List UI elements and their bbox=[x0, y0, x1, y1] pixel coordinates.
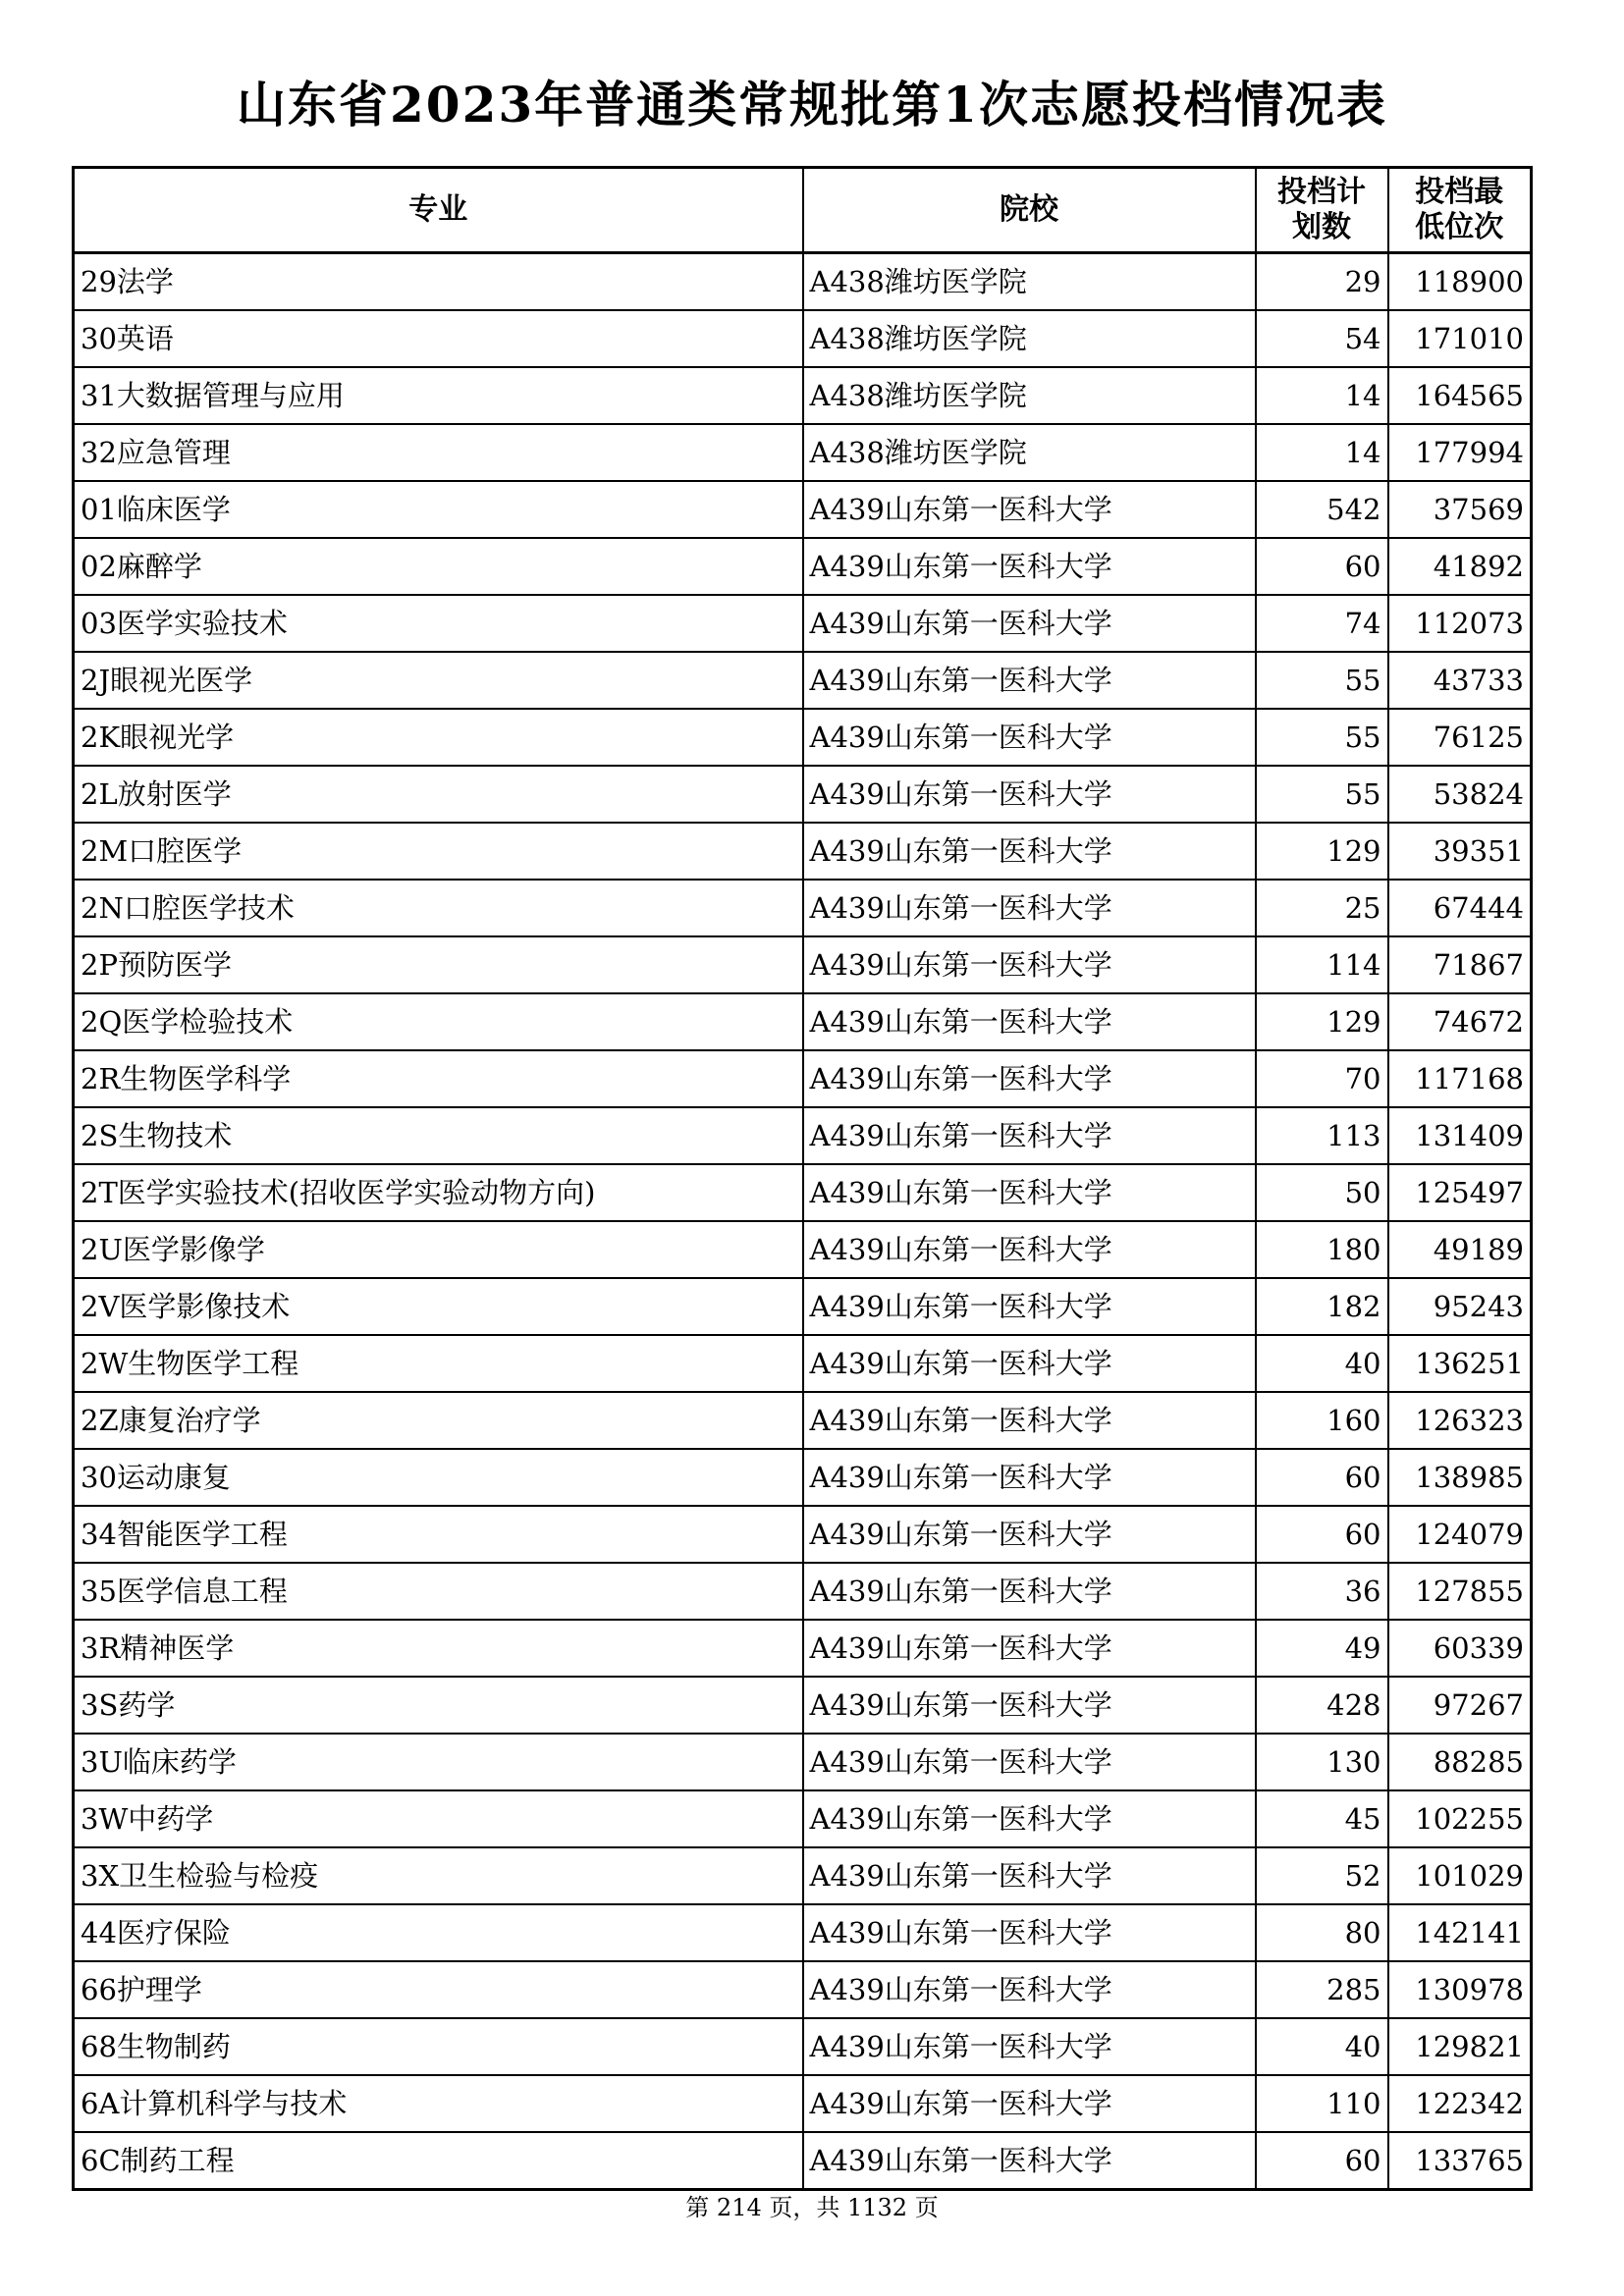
plan-count-cell: 182 bbox=[1256, 1278, 1388, 1335]
min-rank-cell: 125497 bbox=[1388, 1164, 1532, 1221]
table-row bbox=[74, 936, 1532, 993]
major-cell: 6C制药工程 bbox=[74, 2132, 803, 2190]
plan-count-cell: 45 bbox=[1256, 1790, 1388, 1847]
plan-count-cell: 55 bbox=[1256, 652, 1388, 709]
major-cell: 3S药学 bbox=[74, 1677, 803, 1734]
min-rank-cell: 37569 bbox=[1388, 481, 1532, 538]
major-cell: 2V医学影像技术 bbox=[74, 1278, 803, 1335]
major-cell: 2S生物技术 bbox=[74, 1107, 803, 1164]
major-cell: 2L放射医学 bbox=[74, 766, 803, 823]
plan-count-cell: 55 bbox=[1256, 709, 1388, 766]
table-row bbox=[74, 1961, 1532, 2018]
table-row bbox=[74, 1050, 1532, 1107]
major-cell: 2M口腔医学 bbox=[74, 823, 803, 880]
table-row bbox=[74, 1506, 1532, 1563]
page-title: 山东省2023年普通类常规批第1次志愿投档情况表 bbox=[237, 76, 1387, 133]
table-row bbox=[74, 766, 1532, 823]
major-cell: 2T医学实验技术(招收医学实验动物方向) bbox=[74, 1164, 803, 1221]
major-cell: 2R生物医学科学 bbox=[74, 1050, 803, 1107]
table-header-row bbox=[74, 168, 1532, 253]
min-rank-cell: 171010 bbox=[1388, 310, 1532, 367]
plan-count-cell: 54 bbox=[1256, 310, 1388, 367]
plan-count-cell: 130 bbox=[1256, 1734, 1388, 1790]
table-row bbox=[74, 1335, 1532, 1392]
table-row bbox=[74, 1734, 1532, 1790]
min-rank-cell: 118900 bbox=[1388, 253, 1532, 311]
plan-count-cell: 80 bbox=[1256, 1904, 1388, 1961]
major-cell: 2W生物医学工程 bbox=[74, 1335, 803, 1392]
school-cell: A439山东第一医科大学 bbox=[803, 595, 1256, 652]
plan-count-cell: 36 bbox=[1256, 1563, 1388, 1620]
major-cell: 2P预防医学 bbox=[74, 936, 803, 993]
table-row bbox=[74, 709, 1532, 766]
min-rank-cell: 164565 bbox=[1388, 367, 1532, 424]
plan-count-cell: 60 bbox=[1256, 538, 1388, 595]
table-row bbox=[74, 652, 1532, 709]
min-rank-cell: 127855 bbox=[1388, 1563, 1532, 1620]
plan-count-cell: 55 bbox=[1256, 766, 1388, 823]
major-cell: 2N口腔医学技术 bbox=[74, 880, 803, 936]
min-rank-cell: 88285 bbox=[1388, 1734, 1532, 1790]
plan-header-line2: 划数 bbox=[1292, 210, 1351, 244]
plan-count-cell: 60 bbox=[1256, 1449, 1388, 1506]
min-rank-cell: 67444 bbox=[1388, 880, 1532, 936]
table-row bbox=[74, 823, 1532, 880]
major-cell: 3X卫生检验与检疫 bbox=[74, 1847, 803, 1904]
min-rank-cell: 124079 bbox=[1388, 1506, 1532, 1563]
plan-count-cell: 49 bbox=[1256, 1620, 1388, 1677]
school-cell: A439山东第一医科大学 bbox=[803, 2075, 1256, 2132]
table-row bbox=[74, 1392, 1532, 1449]
min-rank-cell: 117168 bbox=[1388, 1050, 1532, 1107]
table-row bbox=[74, 595, 1532, 652]
major-cell: 66护理学 bbox=[74, 1961, 803, 2018]
rank-column-header bbox=[1388, 168, 1532, 253]
plan-count-cell: 113 bbox=[1256, 1107, 1388, 1164]
school-cell: A439山东第一医科大学 bbox=[803, 1790, 1256, 1847]
table-row bbox=[74, 1449, 1532, 1506]
major-cell: 6A计算机科学与技术 bbox=[74, 2075, 803, 2132]
school-cell: A439山东第一医科大学 bbox=[803, 993, 1256, 1050]
plan-count-cell: 29 bbox=[1256, 253, 1388, 311]
plan-count-cell: 40 bbox=[1256, 2018, 1388, 2075]
plan-count-cell: 14 bbox=[1256, 424, 1388, 481]
school-cell: A439山东第一医科大学 bbox=[803, 1904, 1256, 1961]
plan-count-cell: 60 bbox=[1256, 2132, 1388, 2190]
rank-header-line1: 投档最 bbox=[1415, 175, 1504, 209]
school-cell: A438潍坊医学院 bbox=[803, 424, 1256, 481]
major-cell: 30英语 bbox=[74, 310, 803, 367]
plan-count-cell: 114 bbox=[1256, 936, 1388, 993]
table-row bbox=[74, 1677, 1532, 1734]
min-rank-cell: 131409 bbox=[1388, 1107, 1532, 1164]
table-row bbox=[74, 481, 1532, 538]
min-rank-cell: 53824 bbox=[1388, 766, 1532, 823]
min-rank-cell: 71867 bbox=[1388, 936, 1532, 993]
min-rank-cell: 133765 bbox=[1388, 2132, 1532, 2190]
plan-count-cell: 129 bbox=[1256, 823, 1388, 880]
major-cell: 3U临床药学 bbox=[74, 1734, 803, 1790]
major-cell: 31大数据管理与应用 bbox=[74, 367, 803, 424]
school-cell: A439山东第一医科大学 bbox=[803, 2018, 1256, 2075]
min-rank-cell: 112073 bbox=[1388, 595, 1532, 652]
min-rank-cell: 76125 bbox=[1388, 709, 1532, 766]
major-cell: 35医学信息工程 bbox=[74, 1563, 803, 1620]
min-rank-cell: 41892 bbox=[1388, 538, 1532, 595]
table-row bbox=[74, 2075, 1532, 2132]
major-column-header bbox=[74, 168, 803, 253]
table-row bbox=[74, 2132, 1532, 2190]
school-cell: A439山东第一医科大学 bbox=[803, 1164, 1256, 1221]
school-cell: A439山东第一医科大学 bbox=[803, 1221, 1256, 1278]
school-cell: A438潍坊医学院 bbox=[803, 310, 1256, 367]
school-cell: A438潍坊医学院 bbox=[803, 367, 1256, 424]
school-column-header bbox=[803, 168, 1256, 253]
table-row bbox=[74, 538, 1532, 595]
major-cell: 68生物制药 bbox=[74, 2018, 803, 2075]
major-cell: 34智能医学工程 bbox=[74, 1506, 803, 1563]
min-rank-cell: 126323 bbox=[1388, 1392, 1532, 1449]
plan-count-cell: 428 bbox=[1256, 1677, 1388, 1734]
school-header-label: 院校 bbox=[1000, 192, 1058, 227]
table-body bbox=[74, 253, 1532, 2190]
plan-count-cell: 60 bbox=[1256, 1506, 1388, 1563]
table-row bbox=[74, 1164, 1532, 1221]
school-cell: A439山东第一医科大学 bbox=[803, 1335, 1256, 1392]
min-rank-cell: 122342 bbox=[1388, 2075, 1532, 2132]
major-cell: 2U医学影像学 bbox=[74, 1221, 803, 1278]
school-cell: A439山东第一医科大学 bbox=[803, 1563, 1256, 1620]
school-cell: A439山东第一医科大学 bbox=[803, 1392, 1256, 1449]
school-cell: A439山东第一医科大学 bbox=[803, 823, 1256, 880]
school-cell: A439山东第一医科大学 bbox=[803, 1620, 1256, 1677]
plan-count-cell: 14 bbox=[1256, 367, 1388, 424]
school-cell: A439山东第一医科大学 bbox=[803, 1278, 1256, 1335]
school-cell: A439山东第一医科大学 bbox=[803, 1107, 1256, 1164]
table-row bbox=[74, 993, 1532, 1050]
major-cell: 3W中药学 bbox=[74, 1790, 803, 1847]
plan-count-cell: 129 bbox=[1256, 993, 1388, 1050]
table-row bbox=[74, 1904, 1532, 1961]
table-row bbox=[74, 367, 1532, 424]
school-cell: A439山东第一医科大学 bbox=[803, 538, 1256, 595]
school-cell: A439山东第一医科大学 bbox=[803, 766, 1256, 823]
table-row bbox=[74, 1620, 1532, 1677]
min-rank-cell: 129821 bbox=[1388, 2018, 1532, 2075]
table-row bbox=[74, 1563, 1532, 1620]
plan-count-cell: 285 bbox=[1256, 1961, 1388, 2018]
plan-count-cell: 180 bbox=[1256, 1221, 1388, 1278]
table-row bbox=[74, 1847, 1532, 1904]
min-rank-cell: 39351 bbox=[1388, 823, 1532, 880]
major-cell: 29法学 bbox=[74, 253, 803, 311]
min-rank-cell: 136251 bbox=[1388, 1335, 1532, 1392]
school-cell: A439山东第一医科大学 bbox=[803, 1506, 1256, 1563]
school-cell: A439山东第一医科大学 bbox=[803, 1050, 1256, 1107]
plan-count-cell: 25 bbox=[1256, 880, 1388, 936]
table-row bbox=[74, 1278, 1532, 1335]
table-row bbox=[74, 1107, 1532, 1164]
major-cell: 3R精神医学 bbox=[74, 1620, 803, 1677]
plan-count-cell: 110 bbox=[1256, 2075, 1388, 2132]
table-row bbox=[74, 2018, 1532, 2075]
min-rank-cell: 97267 bbox=[1388, 1677, 1532, 1734]
table-row bbox=[74, 310, 1532, 367]
major-header-label: 专业 bbox=[408, 192, 468, 227]
major-cell: 03医学实验技术 bbox=[74, 595, 803, 652]
page-footer: 第 214 页，共 1132 页 bbox=[685, 2194, 939, 2221]
major-cell: 30运动康复 bbox=[74, 1449, 803, 1506]
plan-count-cell: 70 bbox=[1256, 1050, 1388, 1107]
table-row bbox=[74, 1790, 1532, 1847]
school-cell: A439山东第一医科大学 bbox=[803, 481, 1256, 538]
plan-count-cell: 40 bbox=[1256, 1335, 1388, 1392]
plan-count-cell: 52 bbox=[1256, 1847, 1388, 1904]
school-cell: A439山东第一医科大学 bbox=[803, 1961, 1256, 2018]
table-row bbox=[74, 880, 1532, 936]
min-rank-cell: 43733 bbox=[1388, 652, 1532, 709]
min-rank-cell: 138985 bbox=[1388, 1449, 1532, 1506]
min-rank-cell: 130978 bbox=[1388, 1961, 1532, 2018]
major-cell: 01临床医学 bbox=[74, 481, 803, 538]
plan-column-header bbox=[1256, 168, 1388, 253]
plan-count-cell: 50 bbox=[1256, 1164, 1388, 1221]
major-cell: 2K眼视光学 bbox=[74, 709, 803, 766]
min-rank-cell: 95243 bbox=[1388, 1278, 1532, 1335]
plan-count-cell: 74 bbox=[1256, 595, 1388, 652]
admission-table bbox=[72, 166, 1533, 2191]
plan-count-cell: 160 bbox=[1256, 1392, 1388, 1449]
school-cell: A439山东第一医科大学 bbox=[803, 1847, 1256, 1904]
table-row bbox=[74, 424, 1532, 481]
min-rank-cell: 142141 bbox=[1388, 1904, 1532, 1961]
min-rank-cell: 60339 bbox=[1388, 1620, 1532, 1677]
school-cell: A438潍坊医学院 bbox=[803, 253, 1256, 311]
table-row bbox=[74, 1221, 1532, 1278]
school-cell: A439山东第一医科大学 bbox=[803, 880, 1256, 936]
school-cell: A439山东第一医科大学 bbox=[803, 652, 1256, 709]
school-cell: A439山东第一医科大学 bbox=[803, 936, 1256, 993]
school-cell: A439山东第一医科大学 bbox=[803, 709, 1256, 766]
min-rank-cell: 177994 bbox=[1388, 424, 1532, 481]
rank-header-line2: 低位次 bbox=[1415, 210, 1504, 244]
major-cell: 44医疗保险 bbox=[74, 1904, 803, 1961]
school-cell: A439山东第一医科大学 bbox=[803, 1449, 1256, 1506]
min-rank-cell: 74672 bbox=[1388, 993, 1532, 1050]
major-cell: 02麻醉学 bbox=[74, 538, 803, 595]
school-cell: A439山东第一医科大学 bbox=[803, 1734, 1256, 1790]
table-row bbox=[74, 253, 1532, 311]
min-rank-cell: 101029 bbox=[1388, 1847, 1532, 1904]
major-cell: 32应急管理 bbox=[74, 424, 803, 481]
major-cell: 2J眼视光医学 bbox=[74, 652, 803, 709]
plan-count-cell: 542 bbox=[1256, 481, 1388, 538]
min-rank-cell: 49189 bbox=[1388, 1221, 1532, 1278]
school-cell: A439山东第一医科大学 bbox=[803, 1677, 1256, 1734]
major-cell: 2Q医学检验技术 bbox=[74, 993, 803, 1050]
major-cell: 2Z康复治疗学 bbox=[74, 1392, 803, 1449]
school-cell: A439山东第一医科大学 bbox=[803, 2132, 1256, 2190]
plan-header-line1: 投档计 bbox=[1277, 175, 1366, 209]
min-rank-cell: 102255 bbox=[1388, 1790, 1532, 1847]
